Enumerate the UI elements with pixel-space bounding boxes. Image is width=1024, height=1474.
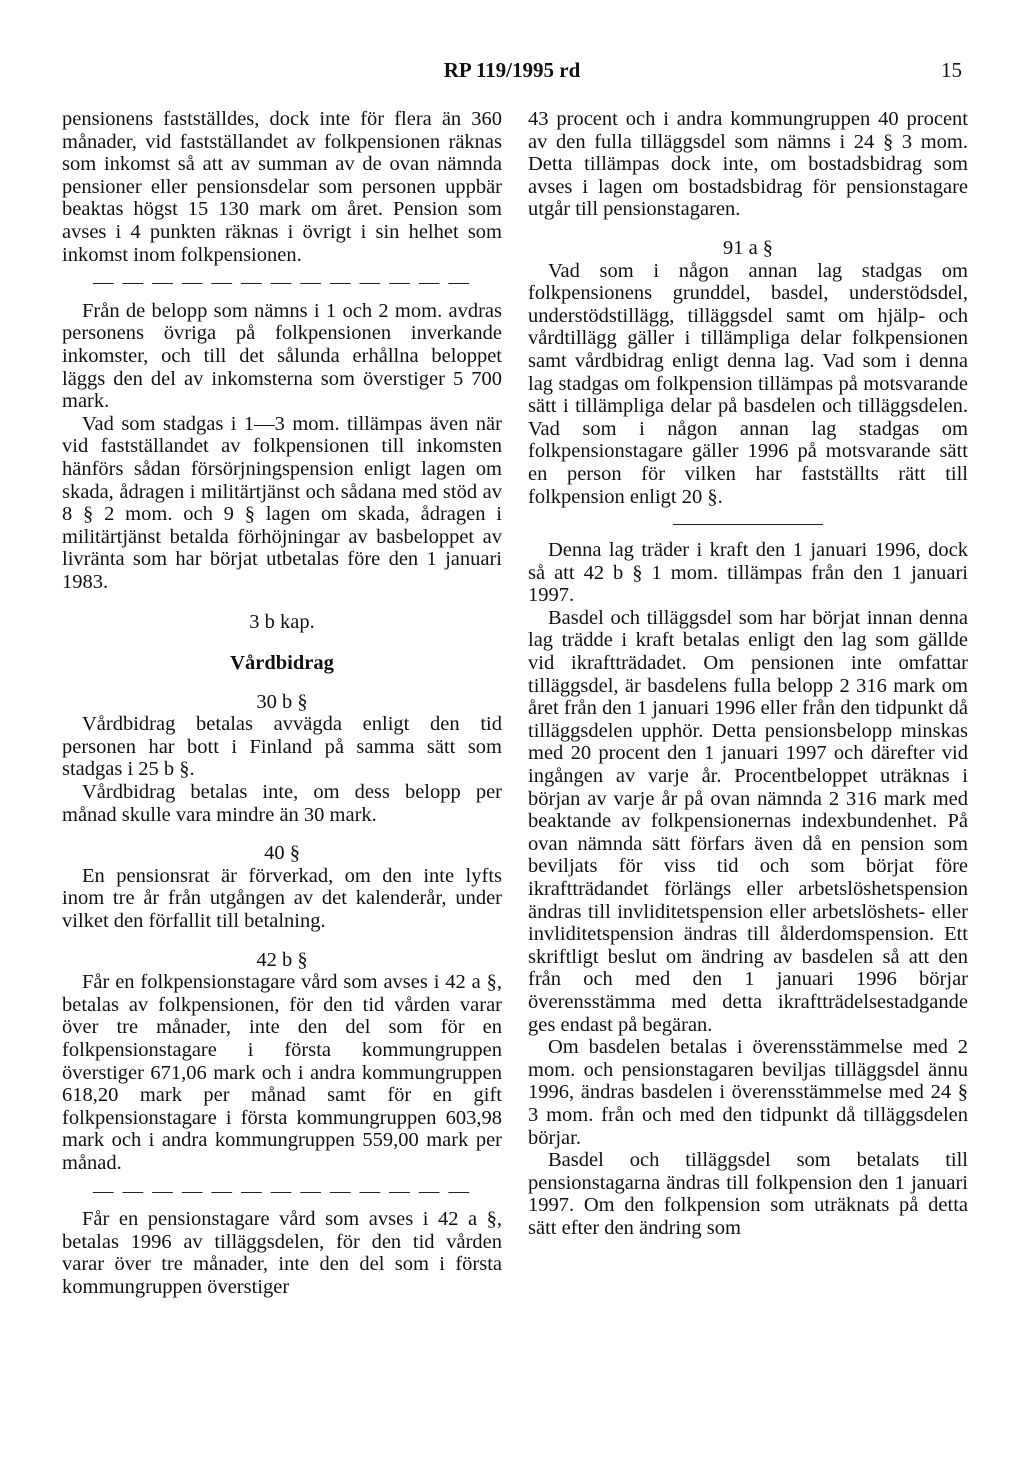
paragraph: 43 procent och i andra kommungruppen 40 procent av den fulla tilläggsdel som nämns i 24 § 3 mom. Detta tillämpas dock inte, om bostadsbidrag som avses i lagen om bostadsbidrag för pensionstagare utgår till pensionstagaren.	[528, 108, 968, 221]
paragraph: Får en folkpensionstagare vård som avses i 42 a §, betalas av folkpensionen, för den tid vården varar över tre månader, inte den del som för en folkpensionstagare i första kommungruppen överstiger 671,06 mark och i andra kommungruppen 618,20 mark per månad samt för en gift folkpensionstagare i första kommungruppen 603,98 mark och i andra kommungruppen 559,00 mark per månad.	[62, 971, 502, 1174]
right-column	[528, 108, 968, 1240]
chapter-number: 3 b kap.	[249, 611, 315, 634]
paragraph: Denna lag träder i kraft den 1 januari 1996, dock så att 42 b § 1 mom. tillämpas från den 1 januari 1997.	[528, 539, 968, 607]
paragraph: Vad som stadgas i 1—3 mom. tillämpas även när vid fastställandet av folkpensionen till inkomsten hänförs sådan försörjningspension enligt lagen om skada, ådragen i militärtjänst och sådana med stöd av 8 § 2 mom. och 9 § lagen om skada, ådragen i militärtjänst betalda förhöjningar av basbeloppet av livränta som har börjat utbetalas före den 1 januari 1983.	[62, 412, 502, 593]
paragraph: pensionens fastställdes, dock inte för flera än 360 månader, vid fastställandet av folkpensionen räknas som inkomst så att av summan av de ovan nämnda pensioner eller pensionsdelar som personen uppbär beaktas högst 15 130 mark om året. Pension som avses i 4 punkten räknas i övrigt i sin helhet som inkomst inom folkpensionen.	[62, 108, 502, 266]
left-column	[62, 108, 502, 1299]
section-number: 30 b §	[256, 690, 308, 713]
paragraph: Får en pensionstagare vård som avses i 42 a §, betalas 1996 av tilläggsdelen, för den tid vården varar över tre månader, inte den del som i första kommungruppen överstiger	[62, 1208, 502, 1298]
page-number: 15	[941, 58, 962, 82]
paragraph: Om basdelen betalas i överensstämmelse med 2 mom. och pensionstagaren beviljas tilläggsdel ännu 1996, ändras basdelen i överensstämmelse med 24 § 3 mom. från och med den tidpunkt då tilläggsdelen börjar.	[528, 1036, 968, 1149]
section-divider	[673, 524, 823, 525]
document-header: RP 119/1995 rd	[443, 58, 581, 82]
paragraph: En pensionsrat är förverkad, om den inte lyfts inom tre år från utgången av det kalenderår, under vilket den förfallit till betalning.	[62, 864, 502, 932]
omission-dashes: — — — — — — — — — — — — —	[93, 1179, 471, 1202]
section-number: 42 b §	[256, 948, 308, 971]
paragraph: Basdel och tilläggsdel som har börjat innan denna lag trädde i kraft betalas enligt den lag som gällde vid ikraftträdadet. Om pensionen inte omfattar tilläggsdel, är basdelens fulla belopp 2 316 mark om året från den 1 januari 1996 eller från den tidpunkt då tilläggsdelen upphör. Detta pensionsbelopp minskas med 20 procent den 1 januari 1997 och därefter vid ingången av varje år. Procentbeloppet uträknas i början av varje år på ovan nämnda 2 316 mark med beaktande av folkpensionernas indexbundenhet. På ovan nämnda sätt förfars även då en pension som beviljats för viss tid och som börjat före ikraftträdandet förlängs eller arbetslöshetspension ändras till invliditetspension eller arbetslöshets- eller invliditetspension ändras till ålderdomspension. Ett skriftligt beslut om ändring av basdelen så att den från och med den 1 januari 1996 börjar överensstämma med detta ikraftträdelsestadgande ges endast på begäran.	[528, 606, 968, 1036]
paragraph: Från de belopp som nämns i 1 och 2 mom. avdras personens övriga på folkpensionen inverkande inkomster, och till det sålunda erhållna beloppet läggs den del av inkomsterna som överstiger 5 700 mark.	[62, 299, 502, 413]
section-number: 91 a §	[722, 236, 774, 259]
paragraph: Basdel och tilläggsdel som betalats till pensionstagarna ändras till folkpension den 1 januari 1997. Om den folkpension som uträknats på detta sätt efter den ändring som	[528, 1149, 968, 1239]
section-number: 40 §	[264, 842, 300, 865]
paragraph: Vad som i någon annan lag stadgas om folkpensionens grunddel, basdel, understödsdel, understödstillägg, tilläggsdel samt om hjälp- och vårdtillägg gäller i tillämpliga delar folkpensionen samt vårdbidrag enligt denna lag. Vad som i denna lag stadgas om folkpension tillämpas på motsvarande sätt i tillämpliga delar på basdelen och tilläggsdelen. Vad som i någon annan lag stadgas om folkpensionstagare gäller 1996 på motsvarande sätt en person för vilken har fastställts rätt till folkpension enligt 20 §.	[528, 259, 968, 508]
paragraph: Vårdbidrag betalas inte, om dess belopp per månad skulle vara mindre än 30 mark.	[62, 781, 502, 826]
paragraph: Vårdbidrag betalas avvägda enligt den tid personen har bott i Finland på samma sätt som stadgas i 25 b §.	[62, 713, 502, 781]
chapter-heading: Vårdbidrag	[230, 652, 334, 675]
omission-dashes: — — — — — — — — — — — — —	[93, 271, 471, 294]
